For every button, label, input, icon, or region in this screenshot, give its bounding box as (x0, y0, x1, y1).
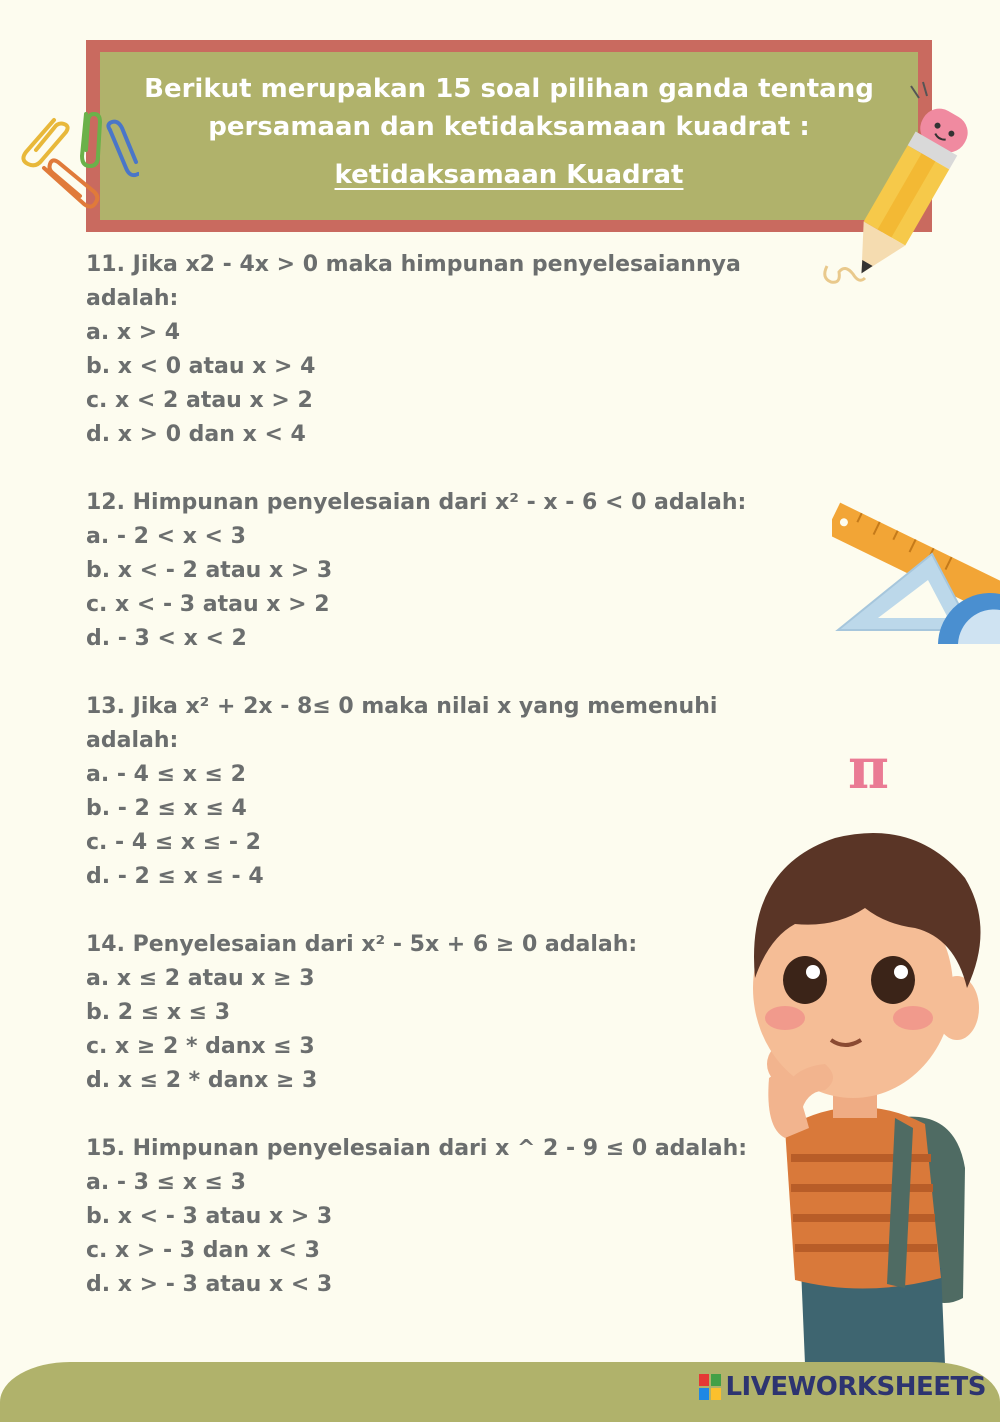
question-list (86, 248, 766, 1336)
question-text: 14. Penyelesaian dari x² - 5x + 6 ≥ 0 adalah: (86, 932, 638, 957)
boy-illustration (745, 828, 1000, 1364)
liveworksheets-brand[interactable] (699, 1372, 986, 1402)
option-d[interactable]: d. - 3 < x < 2 (86, 626, 247, 651)
option-d[interactable]: d. x > 0 dan x < 4 (86, 422, 306, 447)
paperclips-icon (14, 100, 139, 215)
question-text: 12. Himpunan penyelesaian dari x² - x - 6 < 0 adalah: (86, 490, 747, 515)
option-a[interactable]: a. - 3 ≤ x ≤ 3 (86, 1170, 246, 1195)
pi-symbol: π (848, 736, 889, 802)
option-b[interactable]: b. x < - 2 atau x > 3 (86, 558, 333, 583)
question-13 (86, 690, 766, 894)
option-a[interactable]: a. - 4 ≤ x ≤ 2 (86, 762, 246, 787)
header-box (86, 40, 932, 232)
question-15 (86, 1132, 766, 1302)
footer-band (0, 1362, 1000, 1422)
option-c[interactable]: c. x < - 3 atau x > 2 (86, 592, 330, 617)
option-c[interactable]: c. - 4 ≤ x ≤ - 2 (86, 830, 261, 855)
question-11 (86, 248, 766, 452)
header-subtitle: ketidaksamaan Kuadrat (334, 160, 684, 190)
option-a[interactable]: a. - 2 < x < 3 (86, 524, 246, 549)
question-text: 13. Jika x² + 2x - 8≤ 0 maka nilai x yang memenuhi adalah: (86, 694, 718, 753)
option-d[interactable]: d. x ≤ 2 * danx ≥ 3 (86, 1068, 318, 1093)
pencil-icon (815, 78, 995, 293)
ruler-icon (832, 498, 1000, 650)
header-inner (100, 52, 918, 220)
question-text: 15. Himpunan penyelesaian dari x ^ 2 - 9 ≤ 0 adalah: (86, 1136, 748, 1161)
option-b[interactable]: b. 2 ≤ x ≤ 3 (86, 1000, 231, 1025)
option-b[interactable]: b. x < 0 atau x > 4 (86, 354, 316, 379)
option-d[interactable]: d. - 2 ≤ x ≤ - 4 (86, 864, 264, 889)
brand-text: LIVEWORKSHEETS (725, 1372, 986, 1402)
question-12 (86, 486, 766, 656)
header-title: Berikut merupakan 15 soal pilihan ganda tentang persamaan dan ketidaksamaan kuadrat : (144, 74, 874, 142)
option-c[interactable]: c. x > - 3 dan x < 3 (86, 1238, 320, 1263)
option-a[interactable]: a. x ≤ 2 atau x ≥ 3 (86, 966, 315, 991)
question-14 (86, 928, 766, 1098)
option-c[interactable]: c. x < 2 atau x > 2 (86, 388, 313, 413)
option-c[interactable]: c. x ≥ 2 * danx ≤ 3 (86, 1034, 315, 1059)
question-text: 11. Jika x2 - 4x > 0 maka himpunan penyelesaiannya adalah: (86, 252, 741, 311)
liveworksheets-logo-icon (699, 1374, 721, 1400)
option-b[interactable]: b. x < - 3 atau x > 3 (86, 1204, 333, 1229)
option-b[interactable]: b. - 2 ≤ x ≤ 4 (86, 796, 247, 821)
option-a[interactable]: a. x > 4 (86, 320, 181, 345)
option-d[interactable]: d. x > - 3 atau x < 3 (86, 1272, 333, 1297)
